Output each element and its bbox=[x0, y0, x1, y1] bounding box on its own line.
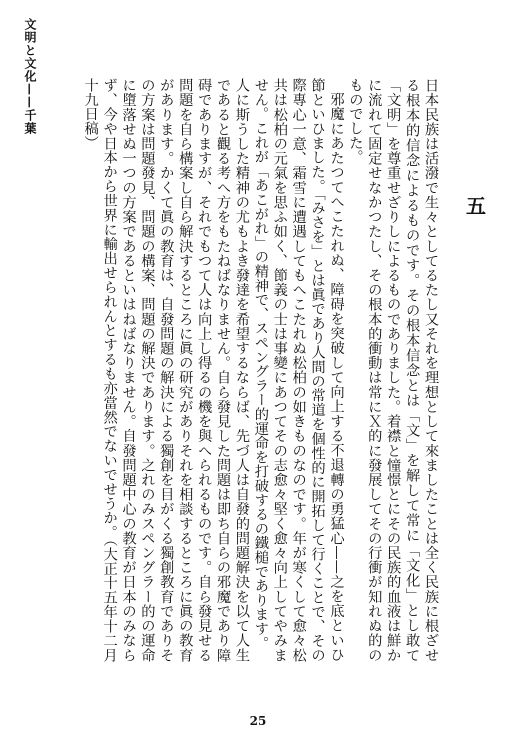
paragraph-3: 人に斯うした精神の尤もよき發達を希望するならば、先づ人は自發的問題解決を以て人生であると觀る考へ方をもたねばなりません。自ら發見した問題は即ち自らの邪魔であり障碍でありますが、それでもつて人は向上し得るの機を與へられるものです。自ら發見せる問題を自ら構案し自ら解決するところに眞の研究がありそれを相談するところに眞の教育があります。かくて眞の教育は、自發問題の解決による獨創を目がくる獨創教育でありその方案は問題發見、問題の構案、問題の解決であります。之れのみスペングラー的の運命に墮落せぬ一つの方案であるといはねばなりません。自發問題中心の教育が日本のみならず、今や日本から世界に輸出せられんとするも亦當然でないでせうか。（大正十五年十二月十九日稿） bbox=[82, 78, 250, 662]
page-number: 25 bbox=[249, 714, 267, 728]
body-text bbox=[64, 78, 440, 662]
paragraph-2: 邪魔にあたつてへこたれぬ、障碍を突破して向上する不退轉の勇猛心——之を底といひ節といひました。「みさを」とは眞であり人間の常道を個性的に開拓して行くことで、その際專心一意、霜雪に遭遇してもへこたれぬ松柏の如きものなのです。年が寒くして愈々松共は松柏の元氣を思ふ如く、節義の士は事變にあつてその志愈々堅く愈々向上してやみません。これが「あこがれ」の精神で、スペングラー的運命を打破するの鐵槌であります。 bbox=[252, 78, 345, 662]
paragraph-1: 日本民族は活潑で生々としてるたし又それを理想として來ましたことは全く民族に根ざせる根本的信念によるものです。その根本信念とは「文」を解して常に「文化」とし敢て「文明」を尊重せざりしによるものでありました。着襟と憧憬とにその民族的血液は鮮かに流れて固定せなかつたし、その根本的衝動は常にＸ的に發展してその行衝が知れぬ的のものでした。 bbox=[347, 78, 439, 662]
running-title: 文明と文化——千葉 bbox=[23, 18, 37, 135]
section-number: 五 bbox=[466, 194, 486, 218]
